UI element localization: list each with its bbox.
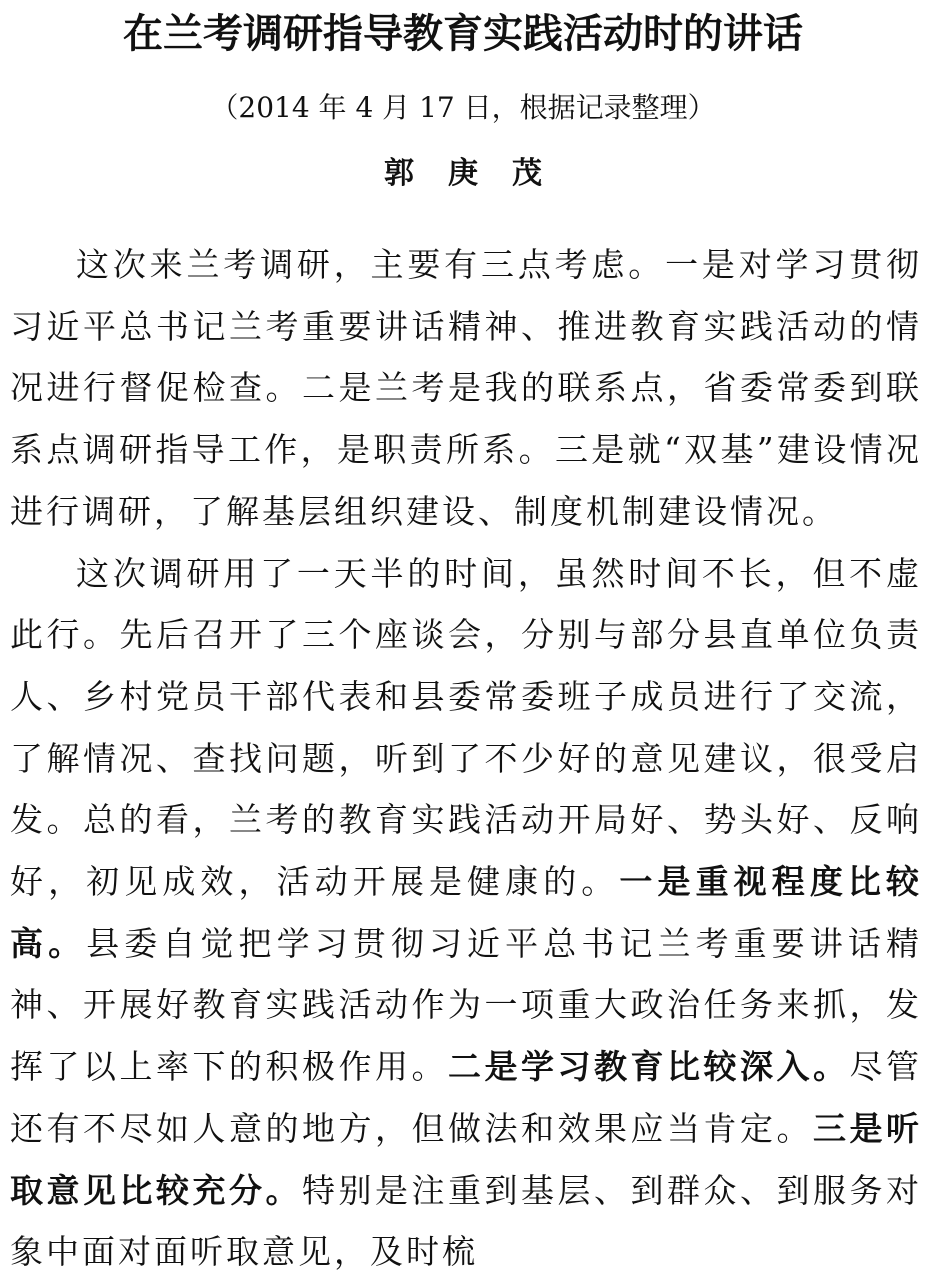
document-title: 在兰考调研指导教育实践活动时的讲话 (123, 11, 803, 57)
paragraph-2-text-a: 这次调研用了一天半的时间，虽然时间不长，但不虚此行。先后召开了三个座谈会，分别与部分县直单位负责人、乡村党员干部代表和县委常委班子成员进行了交流，了解情况、查找问题，听到了不少好的意见建议，很受启发。总的看，兰考的教育实践活动开局好、势头好、反响好，初见成效，活动开展是健康的。 (10, 553, 922, 902)
document-author: 郭庚茂 (384, 156, 576, 191)
point-three-heading: 三是听取意见比较充分。 (10, 1108, 922, 1210)
document-body (10, 234, 922, 1283)
paragraph-1: 这次来兰考调研，主要有三点考虑。一是对学习贯彻习近平总书记兰考重要讲话精神、推进教育实践活动的情况进行督促检查。二是兰考是我的联系点，省委常委到联系点调研指导工作，是职责所系。三是就“双基”建设情况进行调研，了解基层组织建设、制度机制建设情况。 (10, 245, 922, 531)
paragraph-2-text-d: 尽管还有不尽如人意的地方，但做法和效果应当肯定。 (10, 1047, 922, 1148)
paragraph-2 (10, 543, 922, 1283)
point-two-heading: 二是学习教育比较深入。 (448, 1047, 850, 1087)
document-subtitle: （2014 年 4 月 17 日，根据记录整理） (210, 91, 716, 124)
point-one-heading: 一是重视程度比较高。 (10, 862, 923, 963)
paragraph-2-text-c: 县委自觉把学习贯彻习近平总书记兰考重要讲话精神、开展好教育实践活动作为一项重大政治任务来抓，发挥了以上率下的积极作用。 (10, 923, 923, 1087)
paragraph-2-text-e: 特别是注重到基层、到群众、到服务对象中面对面听取意见，及时梳 (10, 1170, 922, 1272)
